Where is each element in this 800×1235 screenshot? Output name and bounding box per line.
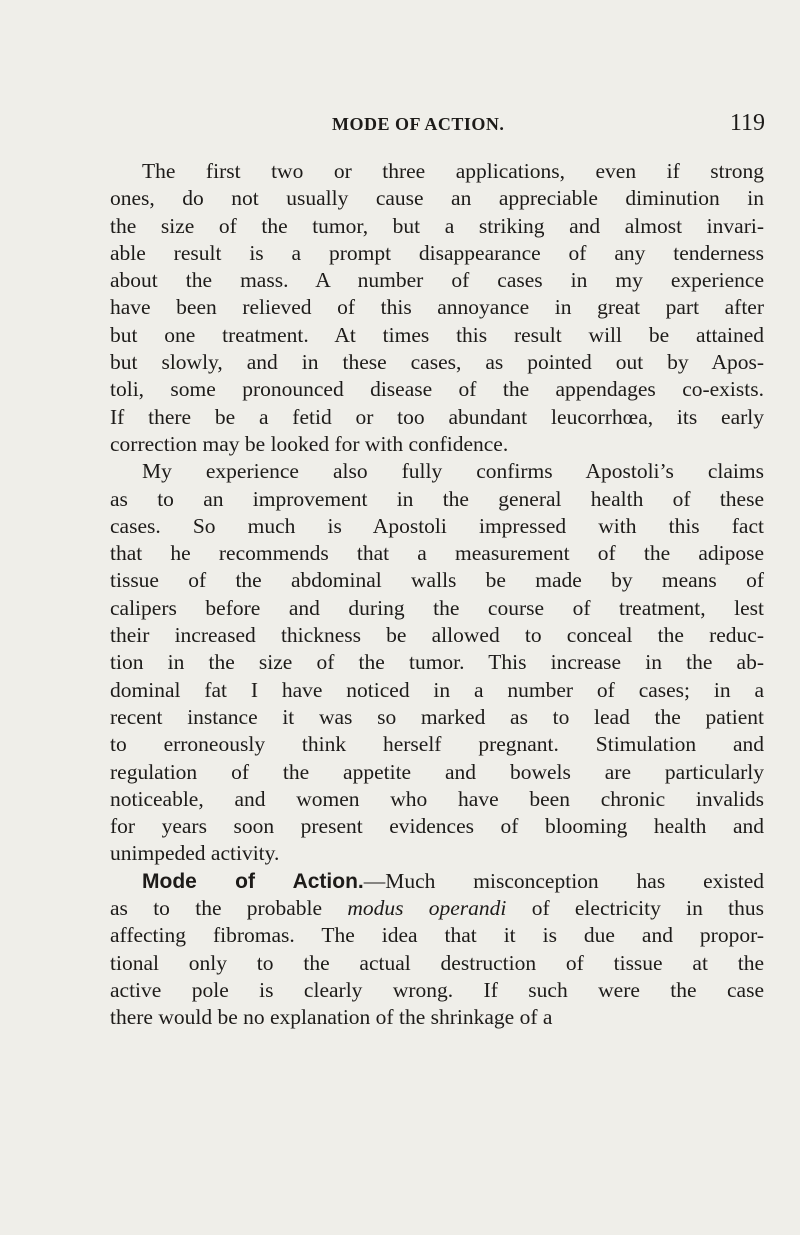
running-head (100, 106, 765, 140)
text-line: able result is a prompt disappearance of any tenderness (110, 240, 764, 265)
section-heading: Mode of Action. (142, 869, 364, 893)
running-title: MODE OF ACTION. (332, 114, 505, 134)
text-line: toli, some pronounced disease of the appendages co-exists. (110, 377, 764, 402)
text-line: dominal fat I have noticed in a number of cases; in a (110, 677, 764, 702)
text-line: regulation of the appetite and bowels are particularly (110, 759, 764, 784)
text-line: to erroneously think herself pregnant. Stimulation and (110, 732, 764, 757)
text-line: unimpeded activity. (110, 841, 280, 866)
body-text (110, 158, 764, 1032)
text-line: recent instance it was so marked as to lead the patient (110, 704, 764, 729)
italic-term: modus operandi (347, 896, 507, 921)
text-line: their increased thickness be allowed to conceal the reduc- (110, 623, 764, 648)
text-line: there would be no explanation of the shrinkage of a (110, 1005, 553, 1030)
text-line: tional only to the actual destruction of tissue at the (110, 950, 764, 975)
text-line: for years soon present evidences of blooming health and (110, 814, 764, 839)
text-line (110, 868, 764, 895)
text-line: My experience also fully confirms Apostoli’s claims (142, 459, 764, 484)
line-text: as to the probable (110, 896, 348, 921)
text-line: cases. So much is Apostoli impressed with this fact (110, 513, 764, 538)
text-line: but slowly, and in these cases, as pointed out by Apos- (110, 350, 764, 375)
heading-line-text: —Much misconception has existed (363, 868, 764, 893)
text-line: tion in the size of the tumor. This increase in the ab- (110, 650, 764, 675)
text-line: that he recommends that a measurement of the adipose (110, 541, 764, 566)
text-line: calipers before and during the course of treatment, lest (110, 595, 764, 620)
text-line: but one treatment. At times this result will be attained (110, 322, 764, 347)
text-line: as to an improvement in the general health of these (110, 486, 764, 511)
page-number: 119 (729, 110, 765, 136)
text-line: about the mass. A number of cases in my experience (110, 268, 764, 293)
text-line: the size of the tumor, but a striking and almost invari- (110, 213, 764, 238)
text-line: active pole is clearly wrong. If such were the case (110, 977, 764, 1002)
line-text: of electricity in thus (506, 896, 764, 921)
text-line: noticeable, and women who have been chronic invalids (110, 786, 764, 811)
text-line: affecting fibromas. The idea that it is due and propor- (110, 923, 764, 948)
text-line: tissue of the abdominal walls be made by means of (110, 568, 764, 593)
text-line: The first two or three applications, even if strong (142, 159, 764, 183)
text-line (110, 895, 764, 922)
text-line: If there be a fetid or too abundant leucorrhœa, its early (110, 404, 764, 429)
text-line: ones, do not usually cause an appreciable diminution in (110, 186, 764, 211)
text-line: have been relieved of this annoyance in great part after (110, 295, 764, 320)
text-line: correction may be looked for with confidence. (110, 431, 509, 456)
